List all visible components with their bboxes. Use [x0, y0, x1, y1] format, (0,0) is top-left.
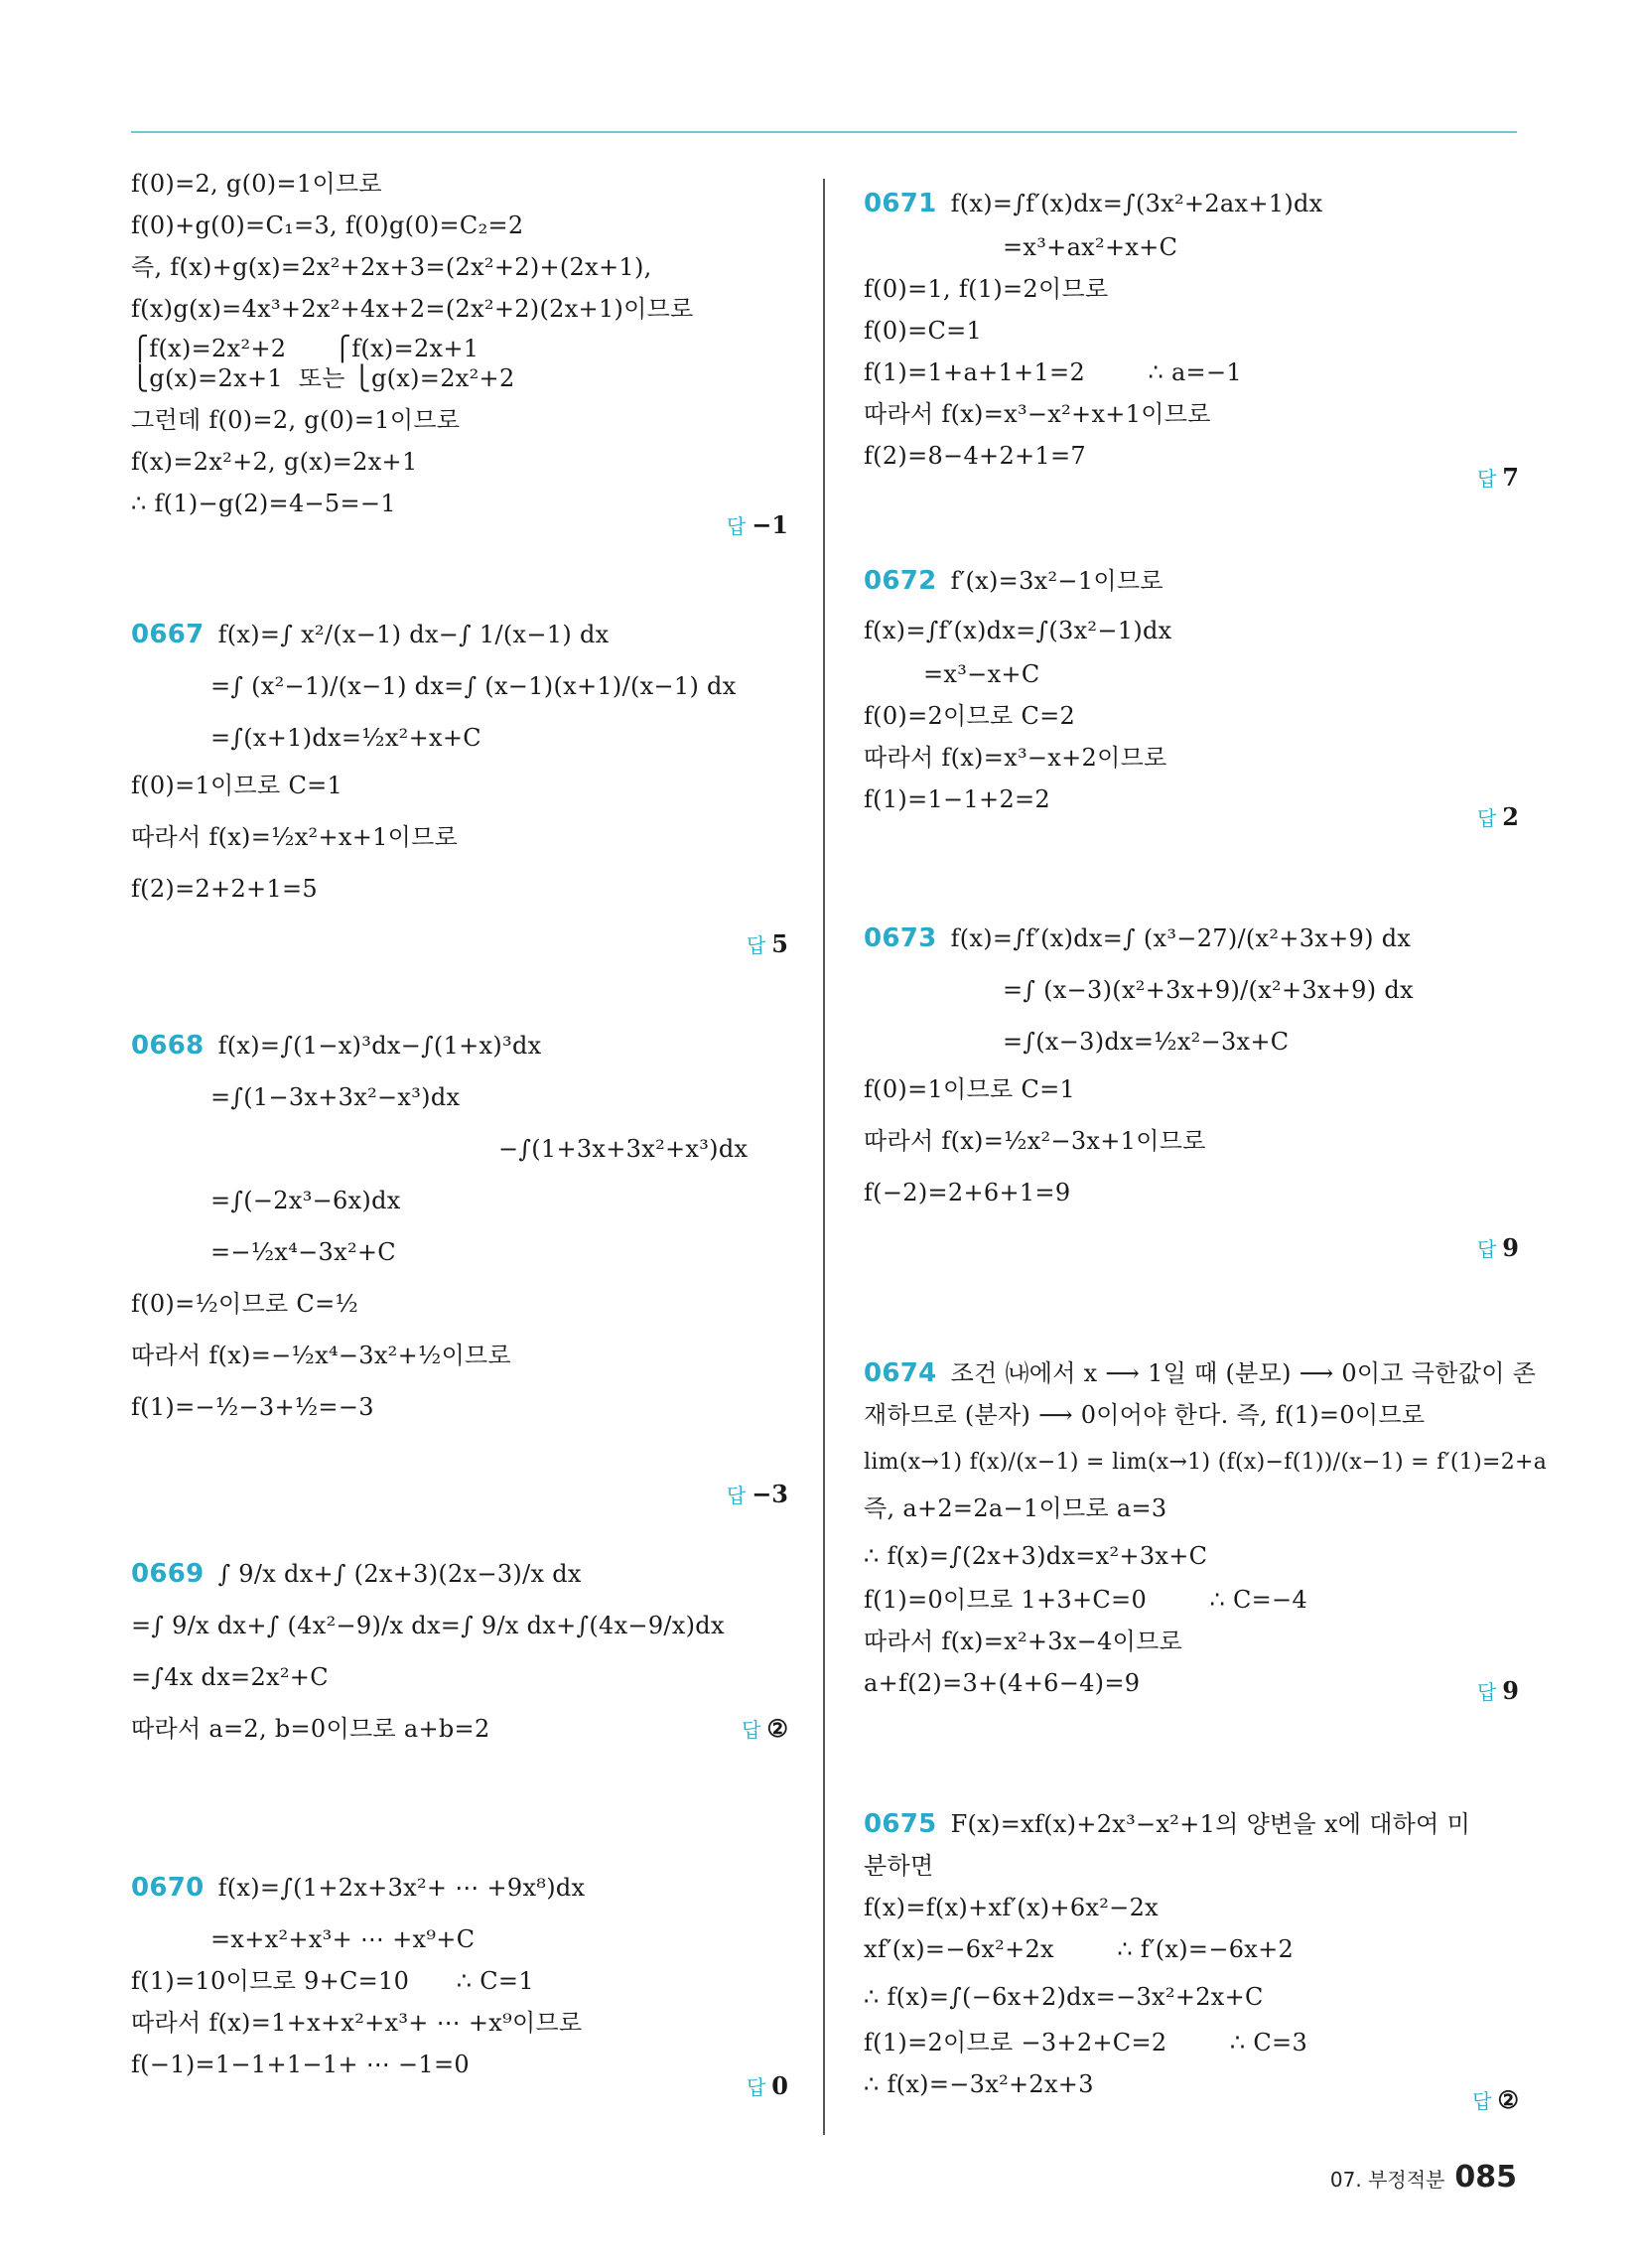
- solution-line: F(x)=xf(x)+2x³−x²+1의 양변을 x에 대하여 미: [950, 1810, 1471, 1838]
- top-rule: [131, 131, 1517, 133]
- problem-0670: [131, 1873, 788, 2100]
- problem-0667: [131, 620, 788, 958]
- answer-value: ②: [766, 1714, 788, 1743]
- solution-line: 즉, a+2=2a−1이므로 a=3: [864, 1494, 1167, 1522]
- answer-value: 0: [771, 2071, 788, 2100]
- answer-label: 답: [746, 933, 766, 957]
- answer-label: 답: [1476, 467, 1497, 491]
- solution-line: =−½x⁴−3x²+C: [210, 1238, 396, 1266]
- solution-line: f(0)=1이므로 C=1: [864, 1075, 1076, 1103]
- answer: [1477, 1676, 1519, 1705]
- problem-number: 0674: [864, 1358, 937, 1388]
- answer-value: 5: [771, 929, 788, 958]
- solution-line: f(x)=∫(1+2x+3x²+ ⋯ +9x⁸)dx: [217, 1874, 586, 1902]
- solution-line: f(1)=1−1+2=2: [864, 785, 1050, 813]
- solution-line: f(x)=∫ x²/(x−1) dx−∫ 1/(x−1) dx: [217, 621, 610, 648]
- solution-line: 따라서 f(x)=x³−x²+x+1이므로: [864, 400, 1211, 428]
- problem-number: 0671: [864, 189, 937, 218]
- solution-line: f(x)=∫f′(x)dx=∫ (x³−27)/(x²+3x+9) dx: [950, 924, 1412, 952]
- solution-line: 조건 ㈏에서 x ⟶ 1일 때 (분모) ⟶ 0이고 극한값이 존: [950, 1359, 1537, 1387]
- chapter-title: 07. 부정적분: [1329, 2168, 1445, 2192]
- answer-value: ②: [1497, 2085, 1519, 2114]
- problem-number: 0669: [131, 1559, 205, 1589]
- problem-0668: [131, 1031, 788, 1508]
- answer-label: 답: [1476, 1237, 1497, 1261]
- answer: [1477, 802, 1519, 831]
- solution-line: 즉, f(x)+g(x)=2x²+2x+3=(2x²+2)+(2x+1),: [131, 253, 652, 281]
- problem-number: 0667: [131, 620, 205, 649]
- answer: [747, 2071, 788, 2100]
- solution-line: 따라서 f(x)=x³−x+2이므로: [864, 744, 1167, 772]
- solution-line: =∫(x−3)dx=½x²−3x+C: [1003, 1028, 1290, 1056]
- solution-line: 그런데 f(0)=2, g(0)=1이므로: [131, 406, 461, 434]
- answer: [1477, 463, 1519, 492]
- answer-value: 9: [1502, 1676, 1519, 1705]
- continued-solution: [131, 169, 788, 539]
- problem-number: 0673: [864, 923, 937, 953]
- solution-line: f(0)=1이므로 C=1: [131, 772, 343, 799]
- solution-line: =∫ (x²−1)/(x−1) dx=∫ (x−1)(x+1)/(x−1) dx: [210, 672, 737, 700]
- solution-line: =∫4x dx=2x²+C: [131, 1663, 329, 1691]
- answer-label: 답: [726, 514, 747, 538]
- solution-line: f(1)=1+a+1+1=2 ∴ a=−1: [864, 358, 1242, 386]
- answer-label: 답: [1476, 1680, 1497, 1704]
- solution-line: ⎩g(x)=2x+1 또는 ⎩g(x)=2x²+2: [131, 364, 515, 392]
- solution-line: f(0)=½이므로 C=½: [131, 1290, 359, 1318]
- solution-line: f(x)g(x)=4x³+2x²+4x+2=(2x²+2)(2x+1)이므로: [131, 295, 694, 323]
- solution-line: f(2)=2+2+1=5: [131, 875, 318, 903]
- solution-line: f(0)=1, f(1)=2이므로: [864, 275, 1109, 303]
- solution-line: f(x)=∫f′(x)dx=∫(3x²−1)dx: [864, 617, 1172, 644]
- solution-line: f(1)=10이므로 9+C=10 ∴ C=1: [131, 1967, 534, 1995]
- answer: [1472, 2085, 1519, 2114]
- solution-line: =x³−x+C: [923, 660, 1040, 688]
- solution-line: 따라서 a=2, b=0이므로 a+b=2: [131, 1715, 490, 1743]
- solution-line: ∴ f(1)−g(2)=4−5=−1: [131, 490, 396, 517]
- answer: [742, 1714, 788, 1743]
- page-footer: [1330, 2160, 1517, 2195]
- solution-line: f(0)+g(0)=C₁=3, f(0)g(0)=C₂=2: [131, 212, 524, 239]
- problem-0669: [131, 1559, 788, 1744]
- answer: [727, 510, 788, 539]
- solution-line: f(1)=2이므로 −3+2+C=2 ∴ C=3: [864, 2029, 1308, 2056]
- problem-0675: [864, 1809, 1519, 2114]
- solution-line: 따라서 f(x)=−½x⁴−3x²+½이므로: [131, 1342, 512, 1369]
- solution-line: =∫(1−3x+3x²−x³)dx: [210, 1083, 461, 1111]
- answer-value: 7: [1502, 463, 1519, 492]
- problem-0673: [864, 923, 1519, 1262]
- answer-label: 답: [1476, 806, 1497, 830]
- answer: [727, 1480, 788, 1508]
- solution-line: =x³+ax²+x+C: [1003, 233, 1178, 261]
- solution-line: =∫(x+1)dx=½x²+x+C: [210, 724, 481, 752]
- answer-label: 답: [746, 2075, 766, 2099]
- solution-line: =∫ (x−3)(x²+3x+9)/(x²+3x+9) dx: [1003, 976, 1414, 1004]
- solution-line: ⎧f(x)=2x²+2 ⎧f(x)=2x+1: [131, 335, 479, 362]
- solution-line: f(2)=8−4+2+1=7: [864, 442, 1086, 470]
- solution-line: f(x)=∫(1−x)³dx−∫(1+x)³dx: [217, 1032, 542, 1060]
- answer-value: −3: [752, 1480, 788, 1508]
- answer: [1477, 1233, 1519, 1262]
- answer-value: 9: [1502, 1233, 1519, 1262]
- solution-line: =∫ 9/x dx+∫ (4x²−9)/x dx=∫ 9/x dx+∫(4x−9/x)dx: [131, 1612, 725, 1639]
- solution-line: f(x)=2x²+2, g(x)=2x+1: [131, 448, 418, 476]
- solution-line: 따라서 f(x)=½x²+x+1이므로: [131, 823, 459, 851]
- solution-line: lim(x→1) f(x)/(x−1) = lim(x→1) (f(x)−f(1))/(x−1) = f′(1)=2+a: [864, 1450, 1548, 1475]
- solution-line: f(−2)=2+6+1=9: [864, 1179, 1071, 1206]
- problem-0672: [864, 566, 1519, 831]
- solution-line: ∴ f(x)=−3x²+2x+3: [864, 2070, 1094, 2098]
- answer-label: 답: [1472, 2089, 1492, 2113]
- solution-line: −∫(1+3x+3x²+x³)dx: [498, 1135, 749, 1163]
- solution-line: 따라서 f(x)=½x²−3x+1이므로: [864, 1127, 1206, 1155]
- problem-number: 0670: [131, 1873, 205, 1903]
- answer-value: −1: [752, 510, 788, 539]
- answer: [747, 929, 788, 958]
- solution-line: f(x)=f(x)+xf′(x)+6x²−2x: [864, 1894, 1159, 1921]
- solution-line: 분하면: [864, 1852, 934, 1880]
- solution-line: f(−1)=1−1+1−1+ ⋯ −1=0: [131, 2051, 470, 2078]
- solution-line: f(0)=2, g(0)=1이므로: [131, 170, 382, 198]
- problem-number: 0672: [864, 566, 937, 596]
- answer-label: 답: [742, 1718, 761, 1742]
- solution-line: 재하므로 (분자) ⟶ 0이어야 한다. 즉, f(1)=0이므로: [864, 1401, 1426, 1429]
- problem-0674: [864, 1358, 1548, 1705]
- problem-number: 0675: [864, 1809, 937, 1839]
- solution-line: ∴ f(x)=∫(2x+3)dx=x²+3x+C: [864, 1542, 1208, 1570]
- answer-value: 2: [1502, 802, 1519, 831]
- problem-number: 0668: [131, 1031, 205, 1061]
- solution-line: f(0)=2이므로 C=2: [864, 702, 1076, 730]
- solution-line: ∫ 9/x dx+∫ (2x+3)(2x−3)/x dx: [217, 1560, 582, 1588]
- solution-line: f(1)=−½−3+½=−3: [131, 1393, 374, 1421]
- solution-line: f(x)=∫f′(x)dx=∫(3x²+2ax+1)dx: [950, 190, 1323, 217]
- solution-line: xf′(x)=−6x²+2x ∴ f′(x)=−6x+2: [864, 1935, 1295, 1963]
- solution-line: 따라서 f(x)=1+x+x²+x³+ ⋯ +x⁹이므로: [131, 2009, 583, 2037]
- solution-line: ∴ f(x)=∫(−6x+2)dx=−3x²+2x+C: [864, 1983, 1264, 2011]
- solution-line: 따라서 f(x)=x²+3x−4이므로: [864, 1628, 1183, 1655]
- column-divider: [823, 179, 825, 2135]
- page-number: 085: [1454, 2160, 1517, 2195]
- solution-line: =x+x²+x³+ ⋯ +x⁹+C: [210, 1925, 476, 1953]
- problem-0671: [864, 189, 1519, 492]
- solution-line: f′(x)=3x²−1이므로: [950, 567, 1163, 595]
- answer-label: 답: [726, 1484, 747, 1507]
- solution-line: a+f(2)=3+(4+6−4)=9: [864, 1669, 1141, 1697]
- solution-line: =∫(−2x³−6x)dx: [210, 1187, 401, 1214]
- solution-line: f(0)=C=1: [864, 317, 983, 345]
- solution-line: f(1)=0이므로 1+3+C=0 ∴ C=−4: [864, 1586, 1308, 1614]
